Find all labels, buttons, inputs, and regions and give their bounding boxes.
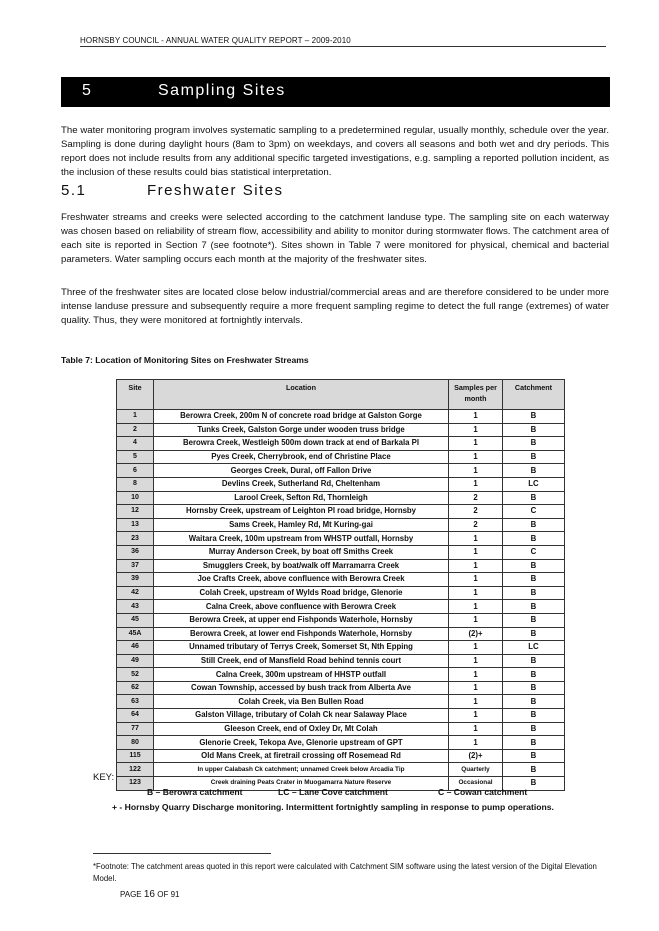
samples-cell: 1: [449, 709, 503, 723]
table-row: [117, 518, 565, 532]
location-cell: Old Mans Creek, at firetrail crossing off Rosemead Rd: [154, 749, 449, 763]
catchment-cell: B: [503, 654, 565, 668]
table-row: [117, 600, 565, 614]
location-cell: Glenorie Creek, Tekopa Ave, Glenorie upstream of GPT: [154, 736, 449, 750]
catchment-cell: B: [503, 573, 565, 587]
footnote-rule: [93, 853, 271, 854]
table-header-row: [117, 380, 565, 410]
site-cell: 4: [117, 437, 154, 451]
key-quarry-note: + - Hornsby Quarry Discharge monitoring. Intermittent fortnightly sampling in response to pump operations.: [112, 802, 554, 812]
catchment-cell: B: [503, 464, 565, 478]
site-cell: 2: [117, 423, 154, 437]
location-cell: Colah Creek, upstream of Wylds Road bridge, Glenorie: [154, 586, 449, 600]
header-location: Location: [154, 380, 449, 410]
catchment-cell: B: [503, 532, 565, 546]
location-cell: Still Creek, end of Mansfield Road behind tennis court: [154, 654, 449, 668]
site-cell: 36: [117, 545, 154, 559]
samples-cell: 1: [449, 545, 503, 559]
location-cell: Calna Creek, above confluence with Berowra Creek: [154, 600, 449, 614]
table-row: [117, 641, 565, 655]
samples-cell: 1: [449, 573, 503, 587]
key-cowan: C – Cowan catchment: [438, 787, 528, 797]
section-heading: [61, 77, 610, 107]
table-caption: Table 7: Location of Monitoring Sites on Freshwater Streams: [61, 355, 309, 365]
samples-cell: 1: [449, 586, 503, 600]
subsection-title: Freshwater Sites: [147, 182, 284, 199]
table-row: [117, 722, 565, 736]
table-row: [117, 573, 565, 587]
catchment-cell: B: [503, 437, 565, 451]
location-cell: Berowra Creek, at lower end Fishponds Waterhole, Hornsby: [154, 627, 449, 641]
catchment-cell: B: [503, 559, 565, 573]
samples-cell: 1: [449, 477, 503, 491]
catchment-cell: B: [503, 722, 565, 736]
samples-cell: 1: [449, 654, 503, 668]
intro-paragraph: The water monitoring program involves systematic sampling to a predetermined regular, usually monthly, schedule over the year. Sampling is done during daylight hours (8am to 3pm) on weekdays, and covers all seasons and both wet and dry periods. This report does not include results from any additional specific targeted investigations, e.g. sampling a reported pollution incident, as the inclusion of these results could bias statistical interpretation.: [61, 125, 609, 178]
samples-cell: 1: [449, 600, 503, 614]
catchment-cell: C: [503, 545, 565, 559]
catchment-cell: B: [503, 586, 565, 600]
location-cell: Berowra Creek, 200m N of concrete road bridge at Galston Gorge: [154, 410, 449, 424]
table-row: [117, 437, 565, 451]
samples-cell: 1: [449, 532, 503, 546]
section-number: 5: [82, 82, 93, 99]
site-cell: 45: [117, 613, 154, 627]
key-berowra: B – Berowra catchment: [147, 787, 243, 797]
table-body: [117, 410, 565, 791]
samples-cell: 1: [449, 641, 503, 655]
samples-cell: Quarterly: [449, 763, 503, 777]
section-title: Sampling Sites: [158, 82, 286, 99]
header-catchment: Catchment: [503, 380, 565, 410]
catchment-cell: B: [503, 709, 565, 723]
table-row: [117, 532, 565, 546]
site-cell: 43: [117, 600, 154, 614]
catchment-cell: B: [503, 668, 565, 682]
site-cell: 64: [117, 709, 154, 723]
samples-cell: 1: [449, 423, 503, 437]
table-row: [117, 559, 565, 573]
freshwater-paragraph-2: Three of the freshwater sites are located close below industrial/commercial areas and are therefore considered to be under more intense landuse pressure and subsequently require a more frequent sampling regime to detect the full range (extremes) of water quality. Thus, they were monitored at fortnightly intervals.: [61, 287, 609, 326]
samples-cell: 2: [449, 505, 503, 519]
location-cell: Joe Crafts Creek, above confluence with Berowra Creek: [154, 573, 449, 587]
site-cell: 12: [117, 505, 154, 519]
samples-cell: 1: [449, 668, 503, 682]
table-row: [117, 477, 565, 491]
site-cell: 45A: [117, 627, 154, 641]
catchment-cell: B: [503, 450, 565, 464]
table-row: [117, 709, 565, 723]
site-cell: 37: [117, 559, 154, 573]
page-prefix: PAGE: [120, 890, 142, 899]
catchment-cell: B: [503, 749, 565, 763]
samples-cell: 1: [449, 695, 503, 709]
page-current: 16: [143, 889, 155, 900]
samples-cell: 1: [449, 681, 503, 695]
site-cell: 39: [117, 573, 154, 587]
location-cell: Unnamed tributary of Terrys Creek, Somerset St, Nth Epping: [154, 641, 449, 655]
samples-cell: 1: [449, 437, 503, 451]
location-cell: Devlins Creek, Sutherland Rd, Cheltenham: [154, 477, 449, 491]
catchment-cell: B: [503, 600, 565, 614]
catchment-cell: C: [503, 505, 565, 519]
samples-cell: (2)+: [449, 627, 503, 641]
location-cell: Sams Creek, Hamley Rd, Mt Kuring-gai: [154, 518, 449, 532]
samples-cell: 2: [449, 491, 503, 505]
table-row: [117, 763, 565, 777]
location-cell: Calna Creek, 300m upstream of HHSTP outfall: [154, 668, 449, 682]
samples-cell: 2: [449, 518, 503, 532]
site-cell: 62: [117, 681, 154, 695]
samples-cell: Occasional: [449, 777, 503, 791]
table-row: [117, 450, 565, 464]
page-number: [120, 889, 179, 900]
site-cell: 46: [117, 641, 154, 655]
catchment-cell: B: [503, 491, 565, 505]
catchment-cell: B: [503, 410, 565, 424]
table-row: [117, 695, 565, 709]
table-row: [117, 654, 565, 668]
catchment-cell: B: [503, 695, 565, 709]
catchment-cell: B: [503, 736, 565, 750]
catchment-cell: B: [503, 777, 565, 791]
site-cell: 8: [117, 477, 154, 491]
samples-cell: 1: [449, 464, 503, 478]
catchment-cell: B: [503, 613, 565, 627]
location-cell: Creek draining Peats Crater in Muogamarra Nature Reserve: [154, 777, 449, 791]
location-cell: Georges Creek, Dural, off Fallon Drive: [154, 464, 449, 478]
catchment-cell: B: [503, 518, 565, 532]
samples-cell: 1: [449, 722, 503, 736]
monitoring-sites-table: [116, 379, 565, 791]
site-cell: 63: [117, 695, 154, 709]
catchment-cell: B: [503, 627, 565, 641]
samples-cell: 1: [449, 559, 503, 573]
location-cell: Berowra Creek, Westleigh 500m down track at end of Barkala Pl: [154, 437, 449, 451]
subsection-heading: [61, 182, 284, 199]
site-cell: 80: [117, 736, 154, 750]
site-cell: 52: [117, 668, 154, 682]
site-cell: 10: [117, 491, 154, 505]
catchment-cell: LC: [503, 641, 565, 655]
freshwater-paragraph-1: Freshwater streams and creeks were selected according to the catchment landuse type. The sampling site on each waterway was chosen based on reliability of stream flow, accessibility and ability to monitor during stormwater flows. The catchment area of each site is reported in Section 7 (see footnote*). Sites shown in Table 7 were monitored for physical, chemical and bacterial parameters. Water sampling occurs each month at the majority of the freshwater sites.: [61, 212, 609, 265]
catchment-cell: B: [503, 423, 565, 437]
site-cell: 42: [117, 586, 154, 600]
location-cell: Larool Creek, Sefton Rd, Thornleigh: [154, 491, 449, 505]
table-row: [117, 410, 565, 424]
table-row: [117, 749, 565, 763]
location-cell: Colah Creek, via Ben Bullen Road: [154, 695, 449, 709]
site-cell: 49: [117, 654, 154, 668]
location-cell: Waitara Creek, 100m upstream from WHSTP outfall, Hornsby: [154, 532, 449, 546]
table-row: [117, 613, 565, 627]
key-lane-cove: LC – Lane Cove catchment: [278, 787, 388, 797]
catchment-cell: B: [503, 681, 565, 695]
location-cell: Berowra Creek, at upper end Fishponds Waterhole, Hornsby: [154, 613, 449, 627]
catchment-cell: LC: [503, 477, 565, 491]
table-row: [117, 668, 565, 682]
location-cell: In upper Calabash Ck catchment; unnamed Creek below Arcadia Tip: [154, 763, 449, 777]
table-row: [117, 491, 565, 505]
table-row: [117, 464, 565, 478]
table-row: [117, 736, 565, 750]
samples-cell: 1: [449, 613, 503, 627]
table-row: [117, 681, 565, 695]
header-samples: Samples per month: [449, 380, 503, 410]
location-cell: Pyes Creek, Cherrybrook, end of Christine Place: [154, 450, 449, 464]
table-row: [117, 545, 565, 559]
site-cell: 115: [117, 749, 154, 763]
samples-cell: 1: [449, 736, 503, 750]
location-cell: Hornsby Creek, upstream of Leighton Pl road bridge, Hornsby: [154, 505, 449, 519]
location-cell: Smugglers Creek, by boat/walk off Marramarra Creek: [154, 559, 449, 573]
location-cell: Tunks Creek, Galston Gorge under wooden truss bridge: [154, 423, 449, 437]
page-header: HORNSBY COUNCIL - ANNUAL WATER QUALITY REPORT – 2009-2010: [80, 36, 351, 45]
site-cell: 122: [117, 763, 154, 777]
location-cell: Galston Village, tributary of Colah Ck near Salaway Place: [154, 709, 449, 723]
catchment-cell: B: [503, 763, 565, 777]
site-cell: 6: [117, 464, 154, 478]
table-row: [117, 505, 565, 519]
table-row: [117, 586, 565, 600]
site-cell: 5: [117, 450, 154, 464]
samples-cell: 1: [449, 450, 503, 464]
key-label: KEY:: [93, 772, 115, 783]
table-row: [117, 423, 565, 437]
site-cell: 1: [117, 410, 154, 424]
site-cell: 123: [117, 777, 154, 791]
subsection-number: 5.1: [61, 182, 87, 199]
header-rule: [80, 46, 606, 47]
samples-cell: (2)+: [449, 749, 503, 763]
page-total: OF 91: [157, 890, 180, 899]
samples-cell: 1: [449, 410, 503, 424]
location-cell: Murray Anderson Creek, by boat off Smiths Creek: [154, 545, 449, 559]
location-cell: Gleeson Creek, end of Oxley Dr, Mt Colah: [154, 722, 449, 736]
location-cell: Cowan Township, accessed by bush track from Alberta Ave: [154, 681, 449, 695]
header-site: Site: [117, 380, 154, 410]
site-cell: 23: [117, 532, 154, 546]
site-cell: 13: [117, 518, 154, 532]
table-row: [117, 627, 565, 641]
footnote: *Footnote: The catchment areas quoted in this report were calculated with Catchment SIM software using the latest version of the Digital Elevation Model.: [93, 862, 597, 883]
site-cell: 77: [117, 722, 154, 736]
